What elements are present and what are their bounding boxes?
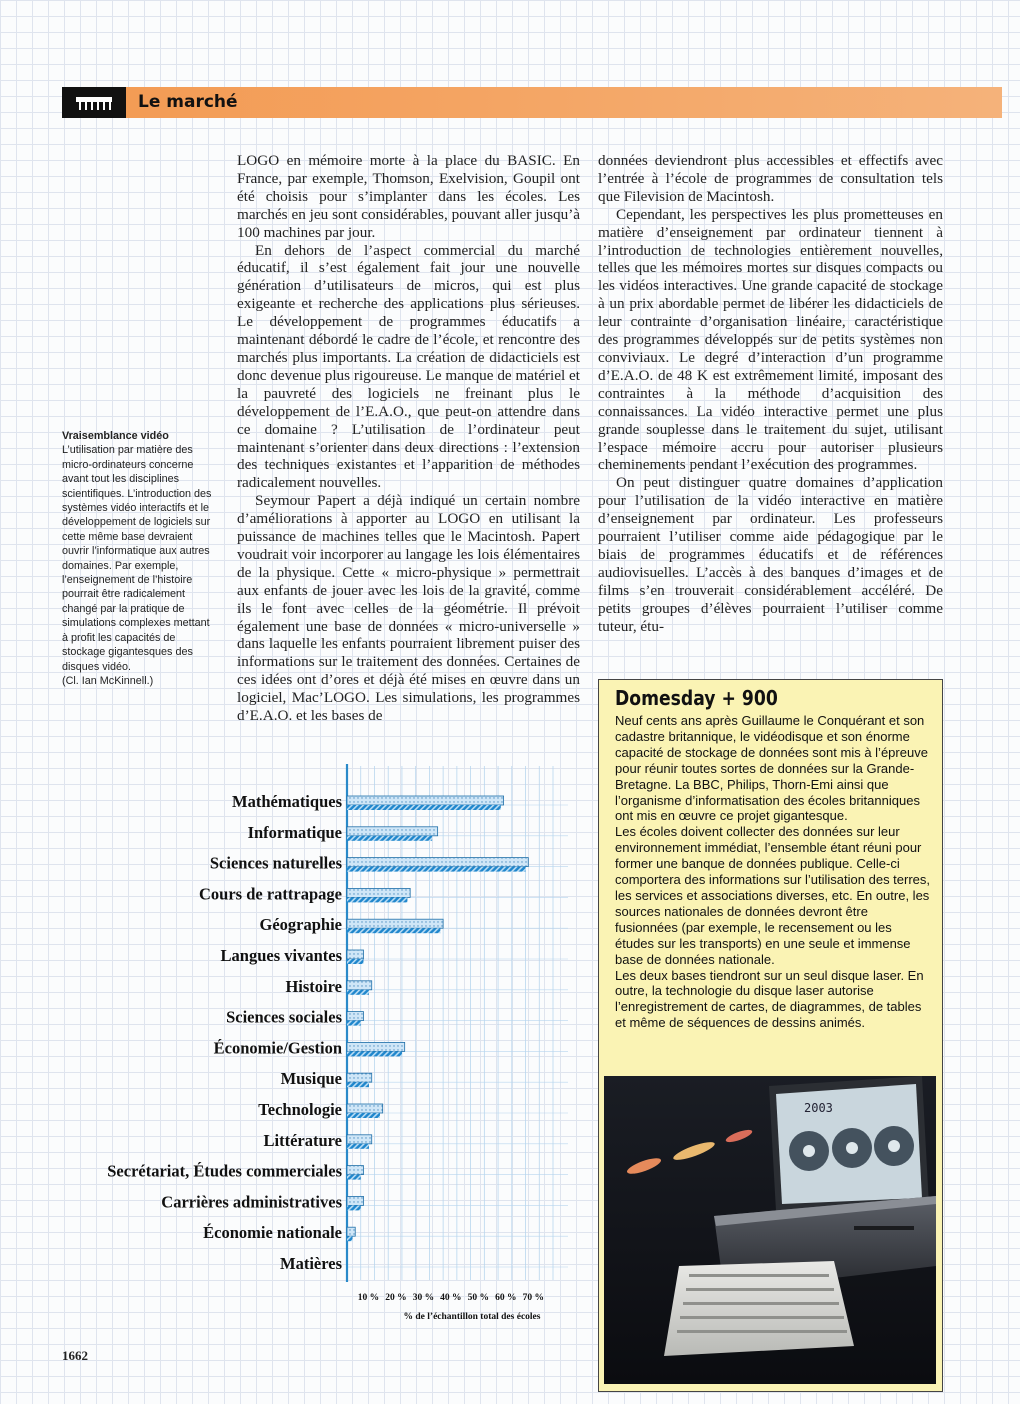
subject-usage-bar-chart — [0, 760, 590, 1335]
text-run: Cependant, les perspectives les plus prometteuses en matière d’enseignement par ordinateur tiennent à l’introduction de technologies entièrement nouvelles, telles que les mémoires mortes sur disques compacts ou les vidéos interactives. Une grande capacité de stockage à un prix abordable permet de libérer les didacticiels de leur contrainte d’organisation linéaire, caractéristique des programmes développés sur de petits systèmes non conviviaux. Le degré d’interaction d’un programme d’E.A.O. de 48 K est extrêmement limité, imposant des contraintes à la méthode d’acquisition des connaissances. La vidéo interactive permet une plus grande souplesse dans le traitement du sujet, utilisant l’espace mémoire accru pour autoriser plusieurs cheminements pendant l’exécution des programmes. — [598, 205, 943, 474]
bar-dark — [347, 867, 526, 872]
article-paragraph — [237, 492, 580, 725]
bar-dark — [347, 805, 501, 810]
bar-dark — [347, 990, 369, 995]
text-run: . En France, par exemple, Thomson, Exelvision, Goupil ont été choisis pour s’implanter dans les écoles. Les marchés en jeu sont considérables, pouvant aller jusqu’à 100 machines par jour. — [237, 152, 580, 241]
bar-light — [347, 981, 372, 990]
bar-dark — [347, 959, 363, 964]
text-run: données deviendront plus accessibles et effectifs avec l’entrée à l’école de programmes de consultation tels que Filevision de Macintosh. — [598, 152, 943, 205]
bar-light — [347, 1227, 355, 1236]
category-label: Histoire — [285, 976, 342, 996]
bar-dark — [347, 1236, 352, 1241]
videodisc-computer-photo-icon — [604, 1076, 936, 1384]
small-caps-term: BASIC — [507, 152, 552, 169]
bar-light — [347, 1042, 405, 1051]
x-axis-label: % de l’échantillon total des écoles — [403, 1312, 541, 1322]
category-label: Musique — [280, 1069, 342, 1089]
x-tick-label: 40 % — [440, 1293, 462, 1303]
bar-dark — [347, 1144, 369, 1149]
photo-caption — [62, 429, 212, 688]
text-run: Seymour Papert a déjà indiqué un certain nombre d’améliorations à apporter au — [237, 492, 580, 528]
bar-light — [347, 950, 363, 959]
photo-screen-text: 2003 — [804, 1101, 833, 1115]
sidebar-text — [615, 713, 933, 1031]
domesday-sidebar — [598, 679, 943, 1392]
bar-light — [347, 1166, 363, 1175]
x-tick-label: 70 % — [522, 1293, 544, 1303]
sidebar-paragraph: Les deux bases tiendront sur un seul disque laser. En outre, la technologie du disque laser autorise l’enregistrement de cartes, de diagrammes, de tables et même de séquences de dessins animés. — [615, 967, 924, 1031]
bar-dark — [347, 836, 432, 841]
category-label: Carrières administratives — [161, 1192, 342, 1212]
article-paragraph — [598, 474, 943, 635]
bar-light — [347, 1135, 372, 1144]
article-column-right — [598, 152, 943, 635]
x-tick-label: 20 % — [385, 1293, 407, 1303]
article-paragraph — [237, 242, 580, 493]
x-tick-label: 60 % — [495, 1293, 517, 1303]
x-tick-label: 50 % — [467, 1293, 490, 1303]
bar-dark — [347, 1205, 361, 1210]
sidebar-paragraph: Les écoles doivent collecter des données sur leur environnement immédiat, l’ensemble étant réuni pour former une banque de données publique. Celle-ci comportera des informations sur l’utilisation des terres, les services et associations diverses, etc. En outre, les sources nationales de données devront être fusionnées (par exemple, le recensement ou les études sur les transports) en une seule et immense base de données nationale. — [615, 824, 931, 967]
bar-light — [347, 1073, 372, 1082]
category-label: Économie nationale — [203, 1223, 342, 1243]
caption-text: L’utilisation par matière des micro-ordinateurs concerne avant tout les disciplines scientifiques. L’introduction des systèmes vidéo interactifs et le développement de logiciels sur cette même base devraient ouvrir l’informatique aux autres domaines. Par exemple, l’enseignement de l’histoire pourrait être radicalement changé par la pratique de simulations complexes mettant à profit les capacités de stockage gigantesques des disques vidéo. — [62, 444, 212, 673]
text-run: On peut distinguer quatre domaines d’application pour l’utilisation de la vidéo interactive en matière d’enseignement par ordinateur. Les professeurs pourraient l’utiliser comme aide pédagogique par le biais de programmes éducatifs et de références audiovisuelles. L’accès à des banques d’images et de films s’en trouverait considérablement accéléré. De petits groupes d’élèves pourraient l’utiliser comme tuteur, étu- — [598, 474, 943, 635]
bar-light — [347, 827, 438, 836]
bar-light — [347, 858, 528, 867]
text-run: en utilisant la puissance de machines telles que le Macintosh. Papert voudrait voir incorporer au langage les lois élémentaires de la physique. Cette « micro-physique » permettrait aux enfants de jouer avec les lois de la gravité, comme ils le font avec celles de la géométrie. Il prévoit également une base de données « micro-universelle » dans laquelle les enfants pourraient librement puiser des informations sur le traitement des données. Certaines de ces idées ont d’ores et déjà été mises en œuvre dans un logiciel, Mac’ — [237, 510, 580, 707]
bar-light — [347, 919, 443, 928]
bar-light — [347, 796, 504, 805]
category-label: Langues vivantes — [220, 946, 342, 965]
category-label: Matières — [280, 1254, 342, 1273]
small-caps-term: LOGO — [323, 689, 366, 707]
sidebar-paragraph: Neuf cents ans après Guillaume le Conquérant et son cadastre britannique, le vidéodisque et son énorme capacité de stockage de données sont mis à l’épreuve pour réunir toutes sortes de données sur la Grande-Bretagne. La BBC, Philips, Thorn-Emi ainsi que l’organisme d’informatisation des écoles britanniques ont mis en œuvre ce projet gigantesque. — [615, 713, 928, 824]
page-number: 1662 — [62, 1348, 88, 1363]
small-caps-term: LOGO — [237, 152, 280, 169]
category-label: Sciences naturelles — [209, 853, 342, 873]
category-label: Mathématiques — [232, 792, 342, 811]
bar-dark — [347, 897, 407, 902]
caption-title: Vraisemblance vidéo — [62, 430, 169, 442]
bar-dark — [347, 1021, 361, 1026]
section-title: Le marché — [138, 92, 238, 112]
caption-credit: (Cl. Ian McKinnell.) — [62, 674, 154, 687]
bar-light — [347, 1104, 383, 1113]
bar-light — [347, 888, 410, 897]
keyboard-keys-icon — [74, 94, 114, 112]
small-caps-term: LOGO — [438, 510, 481, 528]
bar-dark — [347, 1082, 369, 1087]
x-tick-label: 30 % — [412, 1293, 435, 1303]
category-label: Géographie — [259, 915, 342, 935]
section-logo — [62, 87, 126, 118]
article-paragraph — [598, 152, 943, 206]
category-label: Littérature — [263, 1130, 342, 1150]
text-run: . Les simulations, les programmes d’E.A.O. et les bases de — [237, 689, 581, 725]
article-column-left — [237, 152, 580, 725]
category-label: Sciences sociales — [226, 1007, 342, 1027]
bar-dark — [347, 1113, 380, 1118]
bar-light — [347, 1012, 363, 1021]
category-label: Cours de rattrapage — [199, 884, 342, 904]
article-paragraph — [237, 152, 580, 242]
article-paragraph — [598, 206, 943, 475]
x-tick-label: 10 % — [357, 1293, 380, 1303]
text-run: en mémoire morte à la place du — [279, 152, 508, 169]
category-label: Secrétariat, Études commerciales — [107, 1161, 342, 1181]
bar-dark — [347, 928, 440, 933]
sidebar-title: Domesday + 900 — [615, 686, 778, 710]
text-run: En dehors de l’aspect commercial du marché éducatif, il s’est également fait jour une nouvelle génération d’utilisateurs de micros, qui est plus exigeante et recherche des applications plus sérieuses. Le développement de programmes éducatifs a maintenant débordé le cadre de l’école, et rencontre des marchés plus importants. La création de didacticiels est donc devenue plus rigoureuse. Le manque de matériel et la pauvreté des logiciels ne freinant plus le développement de l’E.A.O., que peut-on attendre dans ce domaine ? L’utilisation de l’ordinateur peut maintenant s’orienter dans deux directions : l’extension des techniques existantes et l’apparition de méthodes radicalement nouvelles. — [237, 241, 580, 492]
bar-light — [347, 1196, 363, 1205]
category-label: Informatique — [247, 822, 342, 842]
bar-dark — [347, 1175, 361, 1180]
category-label: Économie/Gestion — [213, 1038, 342, 1058]
bar-dark — [347, 1051, 402, 1056]
category-label: Technologie — [258, 1100, 342, 1119]
